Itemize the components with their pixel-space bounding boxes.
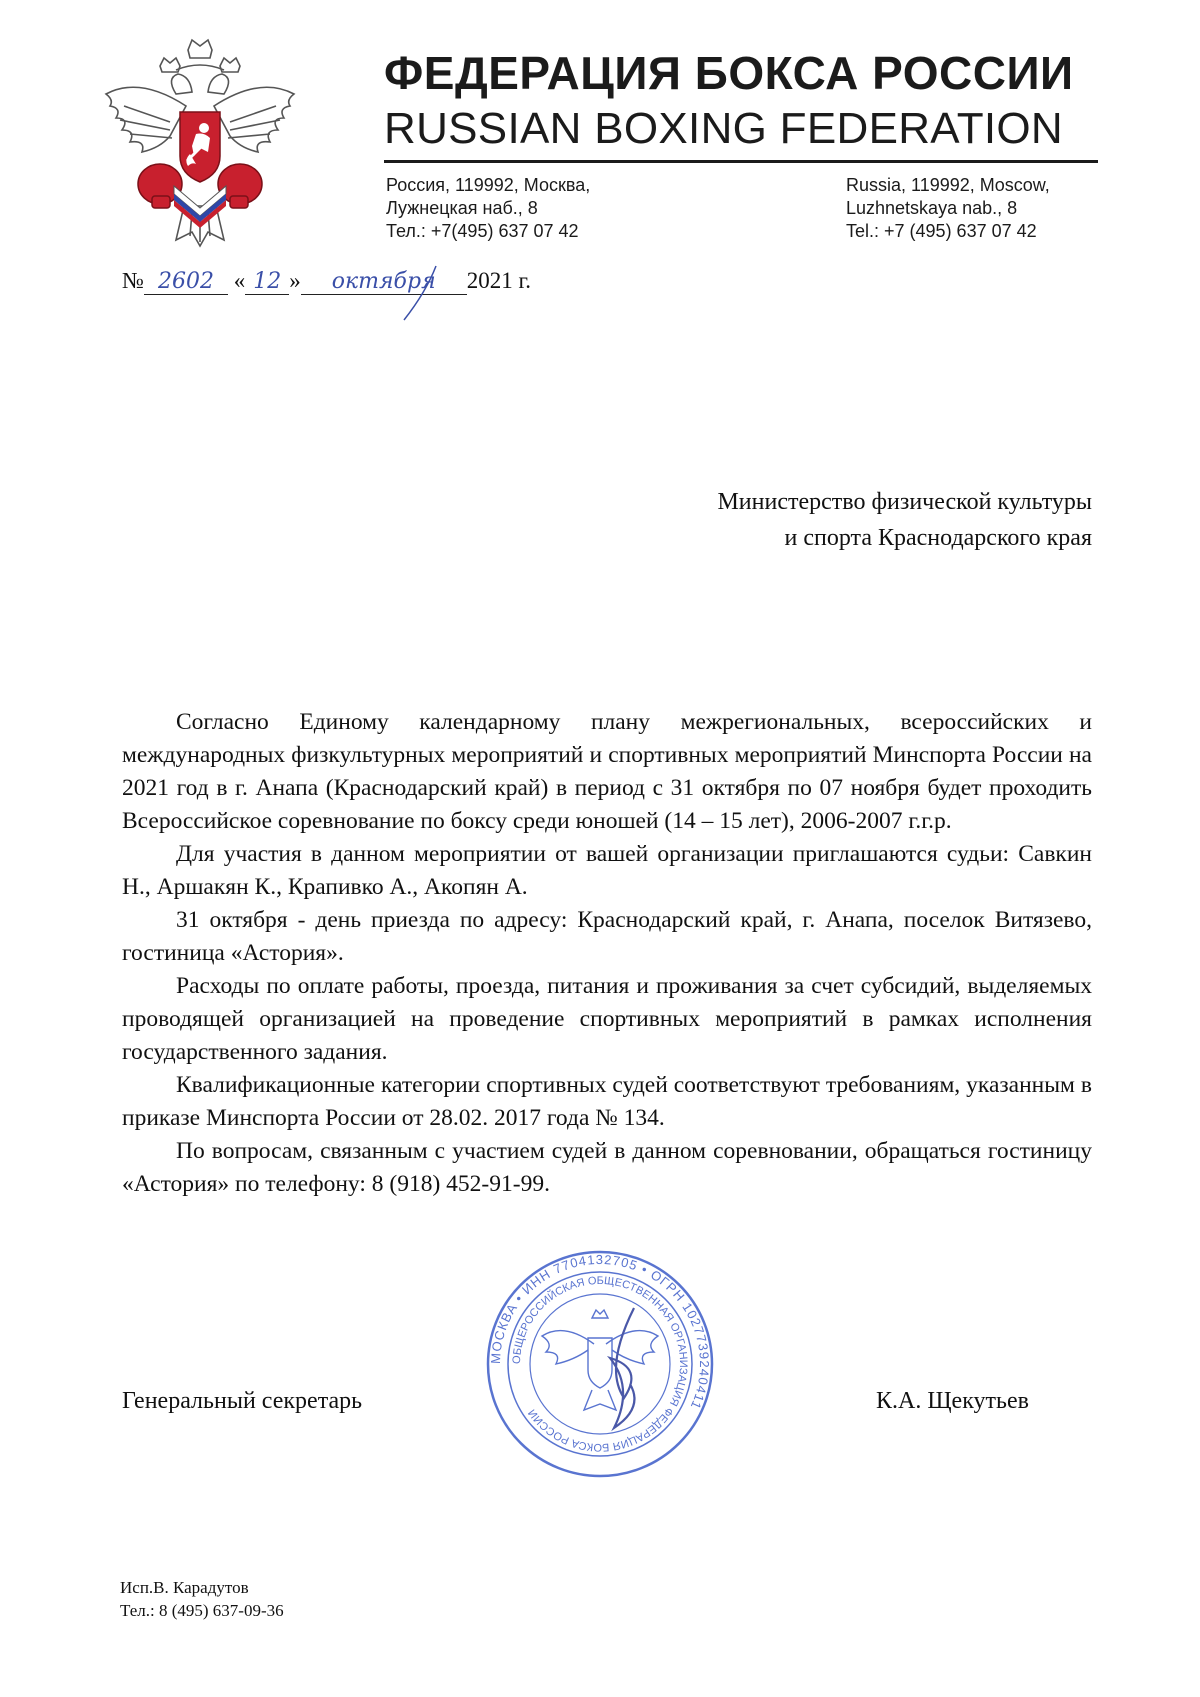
letter-body	[122, 706, 1092, 1201]
address-ru-phone: Тел.: +7(495) 637 07 42	[386, 221, 579, 241]
registration-year: 2021 г.	[466, 268, 532, 293]
address-ru-line: Россия, 119992, Москва,	[386, 175, 591, 195]
body-paragraph: Расходы по оплате работы, проезда, питания и проживания за счет субсидий, выделяемых проводящей организацией на проведение спортивных мероприятий в рамках исполнения государственного задания.	[122, 973, 1092, 1065]
handwritten-flourish-icon	[396, 262, 466, 324]
recipient-line: и спорта Краснодарского края	[784, 525, 1092, 551]
stamp-inner-text: ОБЩЕРОССИЙСКАЯ ОБЩЕСТВЕННАЯ ОРГАНИЗАЦИЯ ФЕДЕРАЦИЯ БОКСА РОССИИ	[510, 1274, 690, 1454]
registration-day-field	[245, 268, 289, 295]
registration-line	[122, 268, 531, 295]
russian-eagle-emblem-icon	[100, 36, 300, 248]
federation-title-ru: ФЕДЕРАЦИЯ БОКСА РОССИИ	[384, 47, 1074, 99]
signatory-name: К.А. Щекутьев	[876, 1388, 1029, 1414]
registration-day-handwritten: 12	[253, 269, 282, 294]
body-paragraph: Квалификационные категории спортивных судей соответствуют требованиям, указанным в приказе Минспорта России от 28.02. 2017 года № 134.	[122, 1072, 1092, 1131]
body-paragraph: 31 октября - день приезда по адресу: Краснодарский край, г. Анапа, поселок Витязево, гостиница «Астория».	[122, 907, 1092, 966]
address-en-phone: Tel.: +7 (495) 637 07 42	[846, 221, 1037, 241]
executor-name: Исп.В. Карадутов	[120, 1578, 249, 1597]
stamp-outer-text: МОСКВА • ИНН 7704132705 • ОГРН 1027739240411	[487, 1251, 713, 1413]
address-ru-line: Лужнецкая наб., 8	[386, 198, 538, 218]
address-ru	[386, 174, 590, 243]
body-paragraph: По вопросам, связанным с участием судей в данном соревновании, обращаться гостиницу «Астория» по телефону: 8 (918) 452-91-99.	[122, 1138, 1092, 1197]
address-en	[846, 174, 1050, 243]
registration-month-handwritten: октября	[331, 269, 436, 294]
registration-number-field	[144, 268, 228, 295]
header-divider	[384, 160, 1098, 163]
body-paragraph: Для участия в данном мероприятии от вашей организации приглашаются судьи: Савкин Н., Аршакян К., Крапивко А., Акопян А.	[122, 841, 1092, 900]
address-en-line: Russia, 119992, Moscow,	[846, 175, 1050, 195]
recipient-line: Министерство физической культуры	[717, 489, 1092, 515]
svg-text:ОБЩЕРОССИЙСКАЯ ОБЩЕСТВЕННАЯ ОР	[511, 1275, 689, 1453]
executor-phone: Тел.: 8 (495) 637-09-36	[120, 1601, 284, 1620]
address-en-line: Luzhnetskaya nab., 8	[846, 198, 1018, 218]
number-sign: №	[122, 268, 144, 293]
signatory-title: Генеральный секретарь	[122, 1388, 363, 1414]
official-seal-stamp-icon	[484, 1248, 716, 1480]
recipient-block	[717, 484, 1092, 556]
day-open-quote: «	[233, 268, 246, 293]
body-paragraph: Согласно Единому календарному плану межрегиональных, всероссийских и международных физкультурных мероприятий и спортивных мероприятий Минспорта России на 2021 год в г. Анапа (Краснодарский край) в период с 31 октября по 07 ноября будет проходить Всероссийское соревнование по боксу среди юношей (14 – 15 лет), 2006-2007 г.г.р.	[122, 709, 1092, 834]
registration-number-handwritten: 2602	[157, 269, 214, 294]
day-close-quote: »	[289, 268, 301, 293]
federation-title-en: RUSSIAN BOXING FEDERATION	[384, 104, 1063, 153]
